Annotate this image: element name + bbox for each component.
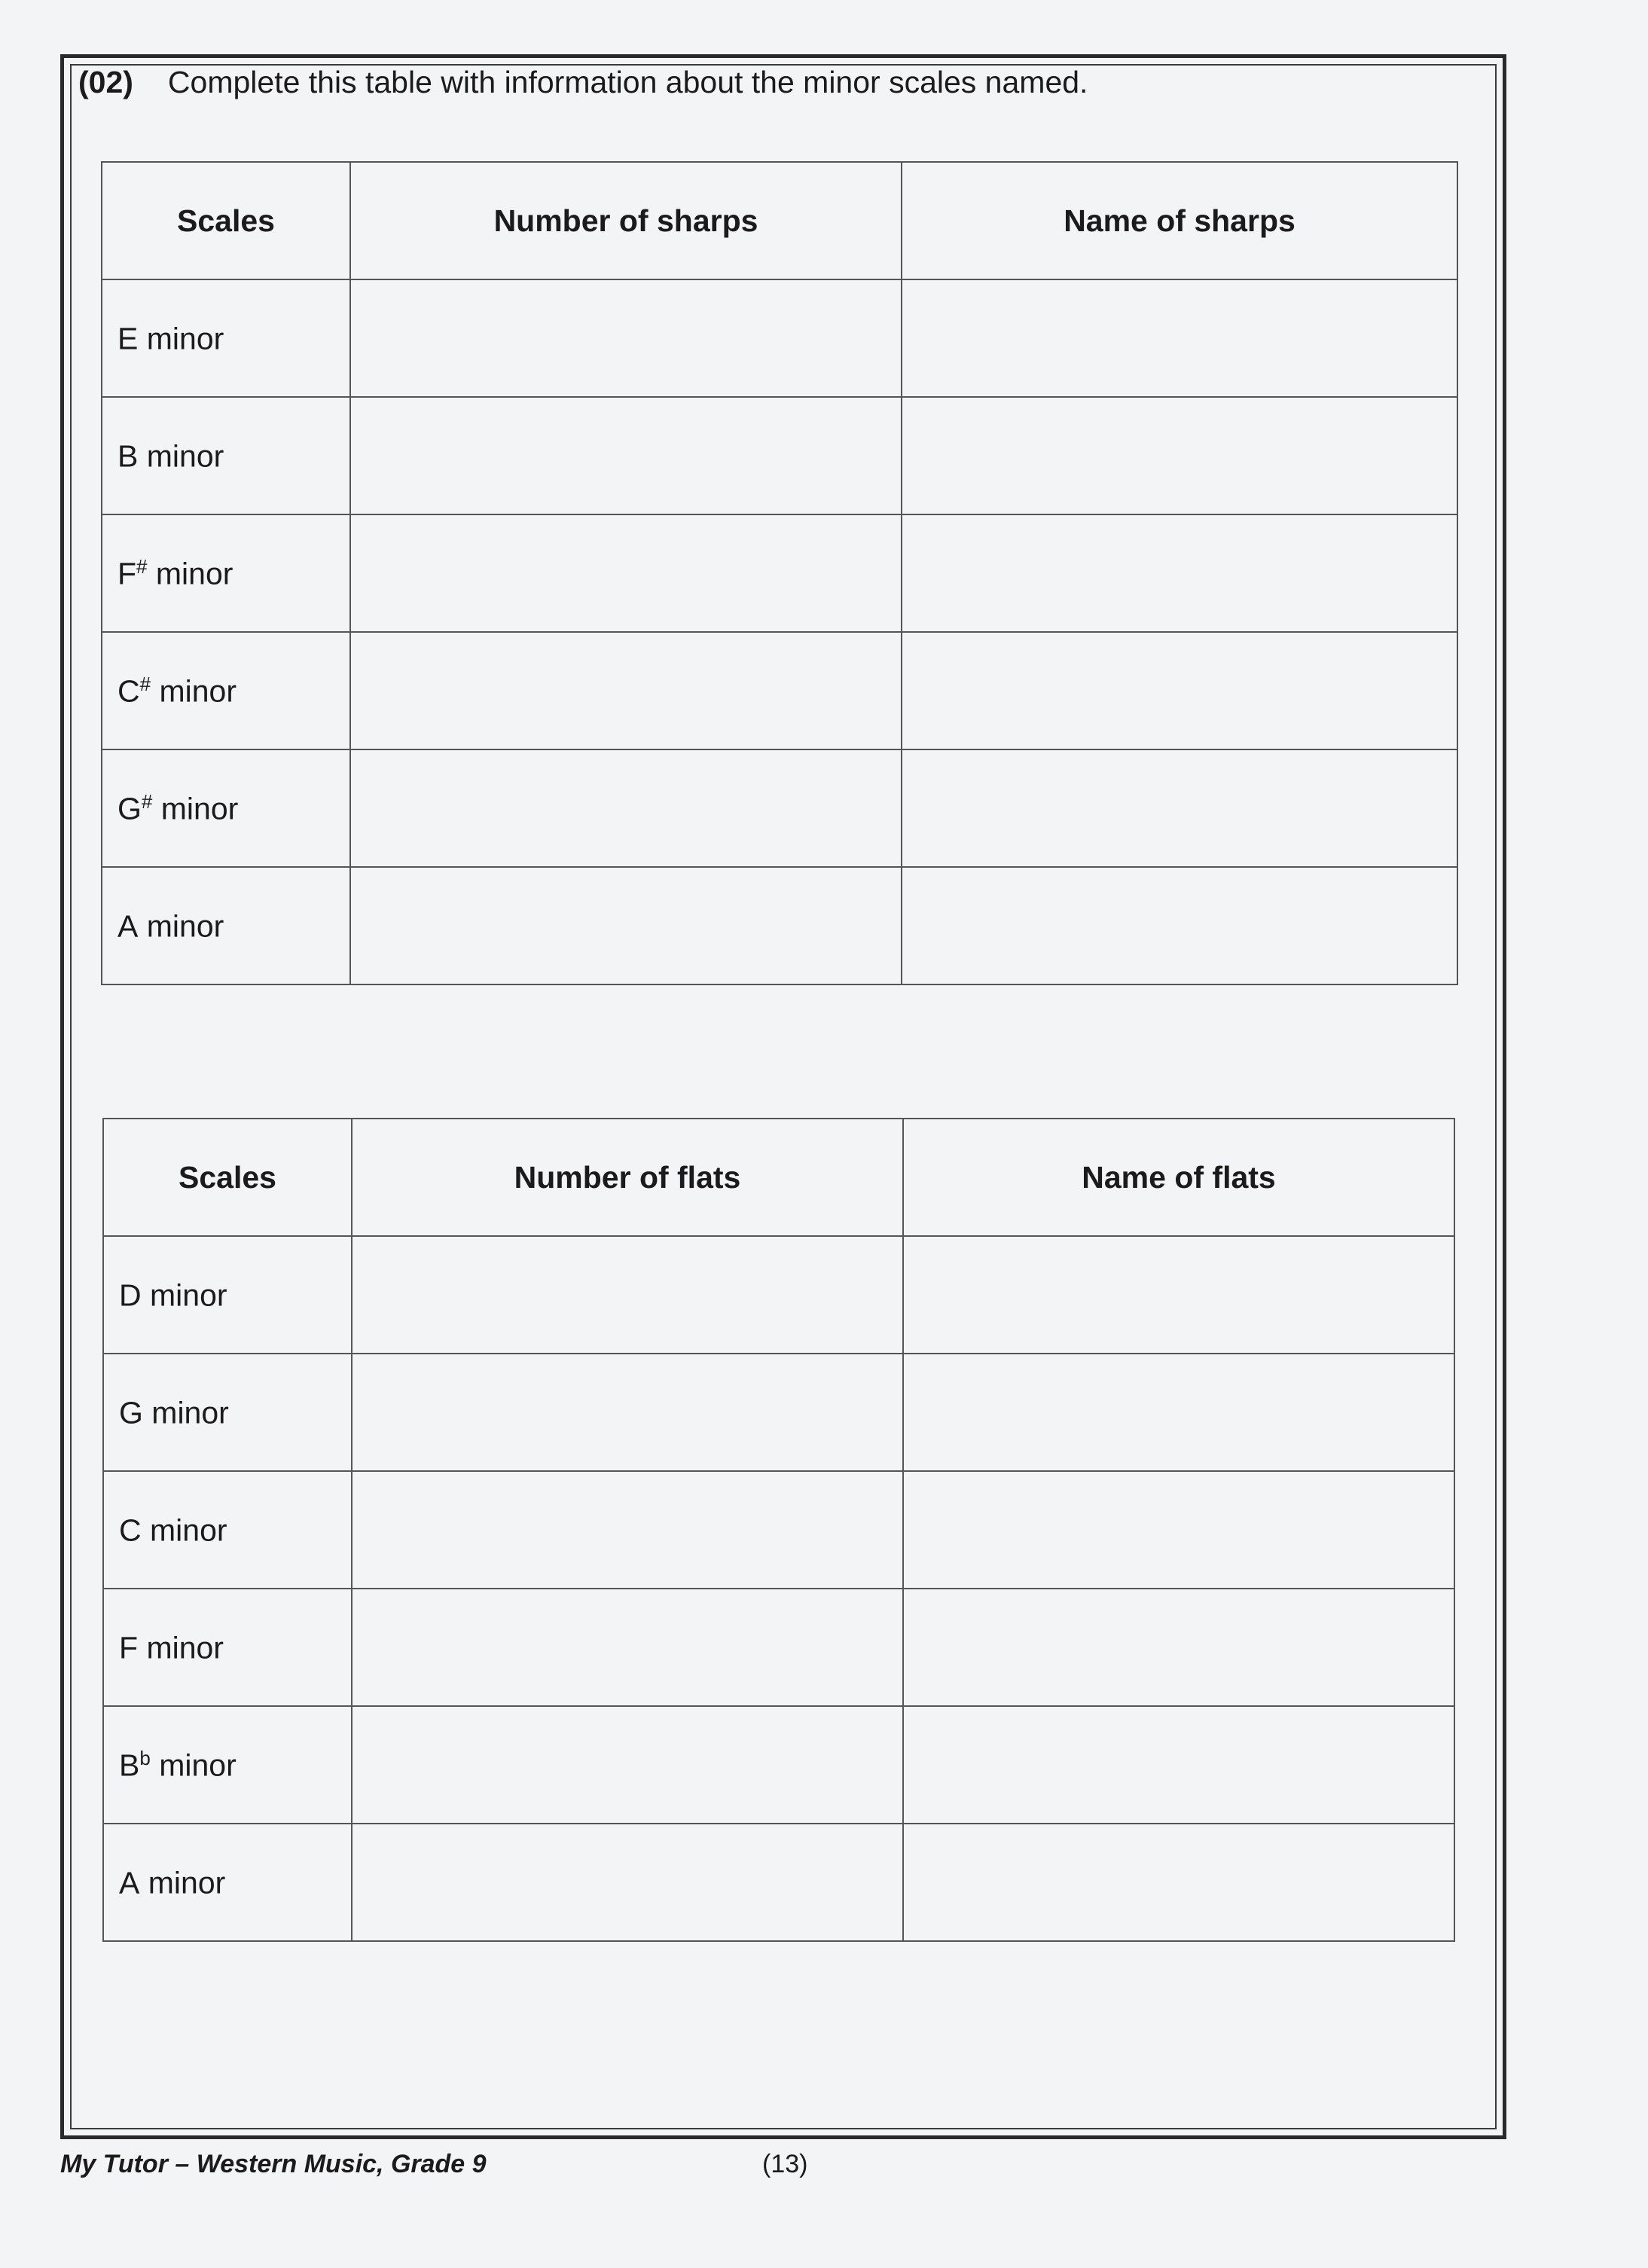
question-number: (02) [78,65,133,99]
accidental: # [139,672,151,695]
scale-letter: D [119,1277,142,1313]
name-of-sharps-cell[interactable] [902,749,1457,867]
scale-name-cell [102,279,350,397]
number-of-sharps-cell[interactable] [350,279,902,397]
scale-name-cell [103,1706,352,1824]
name-of-flats-cell[interactable] [903,1824,1454,1941]
scale-letter: G [119,1395,143,1430]
scale-letter: E [117,321,139,356]
scale-name-cell [102,749,350,867]
column-header-name-of-sharps: Name of sharps [902,162,1457,279]
scale-letter: C [119,1513,142,1548]
scale-name-cell [103,1354,352,1471]
scale-mode: minor [142,1395,229,1430]
accidental: # [136,554,148,578]
name-of-sharps-cell[interactable] [902,632,1457,749]
scale-letter: F [117,556,137,591]
number-of-flats-cell[interactable] [352,1706,903,1824]
table-row [103,1236,1454,1354]
table-row [102,279,1457,397]
scale-letter: G [117,791,142,826]
table-row [103,1706,1454,1824]
scale-letter: F [119,1630,139,1665]
flats-table [102,1118,1455,1942]
column-header-scales: Scales [102,162,350,279]
scale-name-cell [102,867,350,984]
scale-letter: B [117,438,139,474]
table-row [103,1589,1454,1706]
scale-mode: minor [147,556,233,591]
name-of-flats-cell[interactable] [903,1589,1454,1706]
table-header-row [103,1119,1454,1236]
scale-name-cell [103,1589,352,1706]
name-of-sharps-cell[interactable] [902,397,1457,514]
scale-mode: minor [139,1865,226,1900]
table-row [102,514,1457,632]
number-of-flats-cell[interactable] [352,1824,903,1941]
column-header-scales: Scales [103,1119,352,1236]
number-of-sharps-cell[interactable] [350,397,902,514]
accidental: b [139,1746,151,1769]
scale-mode: minor [151,673,237,709]
table-row [102,749,1457,867]
scale-mode: minor [138,438,224,474]
number-of-sharps-cell[interactable] [350,749,902,867]
scale-mode: minor [141,1513,227,1548]
question-text: Complete this table with information about the minor scales named. [167,65,1088,99]
column-header-name-of-flats: Name of flats [903,1119,1454,1236]
scale-letter: A [119,1865,140,1900]
accidental: # [141,789,153,813]
table-row [103,1471,1454,1589]
name-of-sharps-cell[interactable] [902,279,1457,397]
scale-name-cell [102,514,350,632]
number-of-flats-cell[interactable] [352,1471,903,1589]
scale-mode: minor [138,321,224,356]
name-of-flats-cell[interactable] [903,1236,1454,1354]
table-row [102,632,1457,749]
scale-mode: minor [141,1277,227,1313]
number-of-flats-cell[interactable] [352,1354,903,1471]
scale-name-cell [103,1236,352,1354]
scale-mode: minor [152,791,239,826]
page-number: (13) [762,2150,808,2178]
table-row [102,867,1457,984]
number-of-flats-cell[interactable] [352,1236,903,1354]
scale-name-cell [103,1824,352,1941]
number-of-sharps-cell[interactable] [350,514,902,632]
name-of-flats-cell[interactable] [903,1354,1454,1471]
name-of-flats-cell[interactable] [903,1706,1454,1824]
table-row [103,1824,1454,1941]
scale-mode: minor [138,908,224,944]
scale-mode: minor [138,1630,224,1665]
question-heading [78,65,1088,100]
scale-letter: A [117,908,139,944]
table-row [103,1354,1454,1471]
column-header-number-of-sharps: Number of sharps [350,162,902,279]
scale-letter: B [119,1748,140,1783]
scale-name-cell [102,397,350,514]
scale-name-cell [103,1471,352,1589]
number-of-sharps-cell[interactable] [350,632,902,749]
number-of-flats-cell[interactable] [352,1589,903,1706]
scale-letter: C [117,673,140,709]
column-header-number-of-flats: Number of flats [352,1119,903,1236]
name-of-sharps-cell[interactable] [902,867,1457,984]
sharps-table [101,161,1458,985]
scale-mode: minor [150,1748,237,1783]
number-of-sharps-cell[interactable] [350,867,902,984]
name-of-sharps-cell[interactable] [902,514,1457,632]
table-row [102,397,1457,514]
scale-name-cell [102,632,350,749]
book-title: My Tutor – Western Music, Grade 9 [60,2150,487,2178]
name-of-flats-cell[interactable] [903,1471,1454,1589]
table-header-row [102,162,1457,279]
